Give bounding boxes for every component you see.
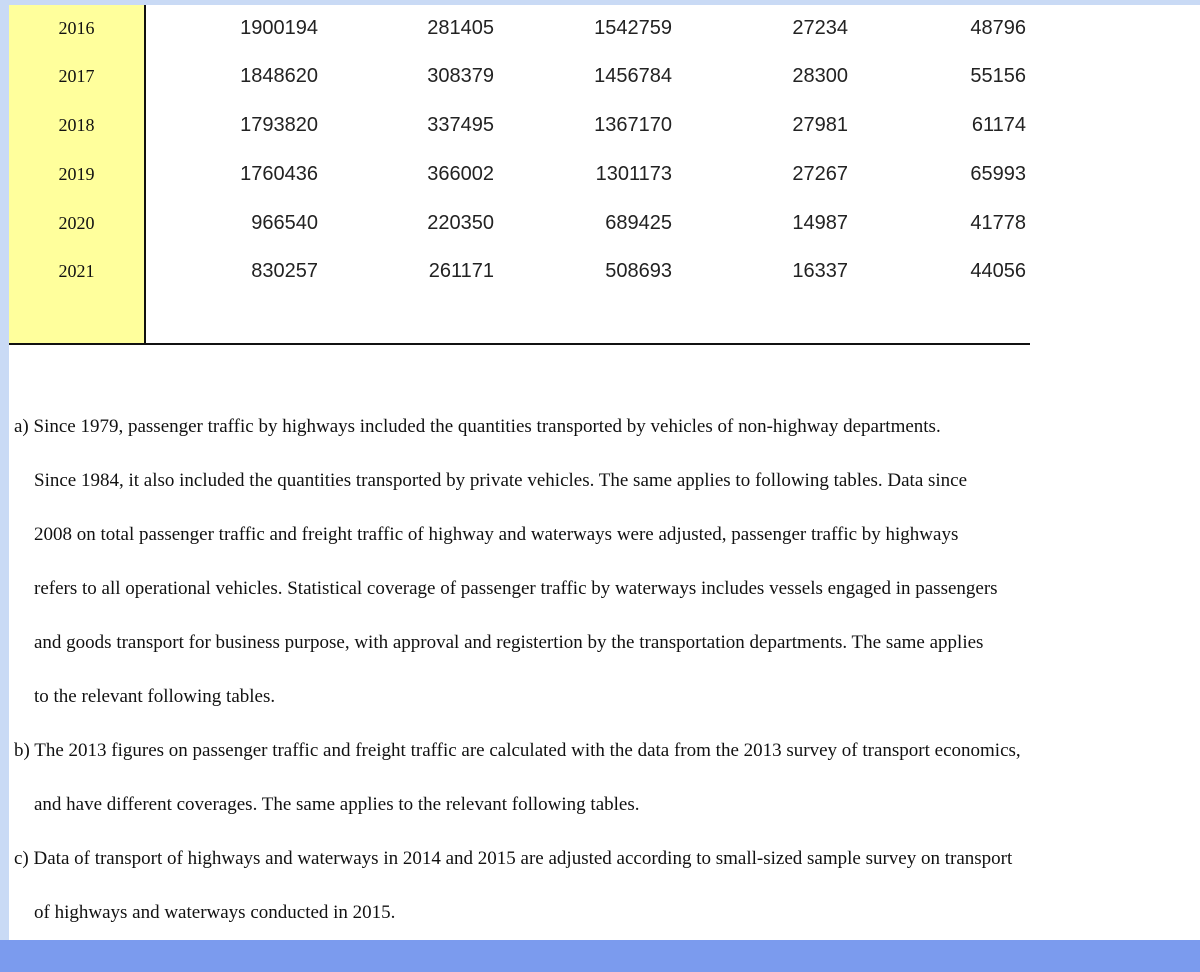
note-line: and have different coverages. The same applies to the relevant following tables. xyxy=(34,794,640,815)
value-cell: 14987 xyxy=(792,212,848,234)
value-cell: 48796 xyxy=(970,17,1026,39)
value-cell: 308379 xyxy=(427,65,494,87)
value-cell: 1301173 xyxy=(595,163,672,185)
value-cell: 61174 xyxy=(971,114,1026,136)
bottom-border xyxy=(0,940,1200,972)
year-cell: 2018 xyxy=(58,115,95,135)
note-line: a) Since 1979, passenger traffic by highways included the quantities transported by vehicles of non-highway departments. xyxy=(14,416,941,437)
table-row xyxy=(0,256,1040,286)
value-cell: 1760436 xyxy=(240,163,318,185)
note-line: 2008 on total passenger traffic and freight traffic of highway and waterways were adjusted, passenger traffic by highways xyxy=(34,524,959,545)
note-line: to the relevant following tables. xyxy=(34,686,276,707)
value-cell: 1793820 xyxy=(240,114,318,136)
value-cell: 1900194 xyxy=(240,17,318,39)
year-cell: 2019 xyxy=(58,164,95,184)
value-cell: 1542759 xyxy=(594,17,672,39)
year-cell: 2017 xyxy=(58,66,95,86)
table-row xyxy=(0,110,1040,140)
year-cell: 2021 xyxy=(58,261,95,281)
value-cell: 966540 xyxy=(251,212,318,234)
value-cell: 27234 xyxy=(792,17,848,39)
value-cell: 1456784 xyxy=(594,65,672,87)
year-cell: 2016 xyxy=(58,18,95,38)
table-row xyxy=(0,159,1040,189)
value-cell: 366002 xyxy=(427,163,494,185)
value-cell: 27267 xyxy=(792,163,848,185)
value-cell: 1367170 xyxy=(594,114,672,136)
note-line: Since 1984, it also included the quantities transported by private vehicles. The same applies to following tables. Data since xyxy=(34,470,968,491)
value-cell: 1848620 xyxy=(240,65,318,87)
value-cell: 830257 xyxy=(251,260,318,282)
year-cell: 2020 xyxy=(58,213,95,233)
table-row xyxy=(0,208,1040,238)
value-cell: 44056 xyxy=(970,260,1026,282)
table-row xyxy=(0,61,1040,91)
value-cell: 281405 xyxy=(427,17,494,39)
note-line: c) Data of transport of highways and waterways in 2014 and 2015 are adjusted according to small-sized sample survey on transport xyxy=(14,848,1013,869)
value-cell: 689425 xyxy=(605,212,672,234)
note-line: of highways and waterways conducted in 2015. xyxy=(34,902,396,923)
value-cell: 28300 xyxy=(792,65,848,87)
value-cell: 16337 xyxy=(792,260,848,282)
left-border xyxy=(0,0,9,940)
note-line: b) The 2013 figures on passenger traffic and freight traffic are calculated with the data from the 2013 survey of transport economics, xyxy=(14,740,1021,761)
value-cell: 65993 xyxy=(970,163,1026,185)
table-row xyxy=(0,13,1040,43)
value-cell: 27981 xyxy=(792,114,848,136)
value-cell: 261171 xyxy=(428,260,494,282)
value-cell: 508693 xyxy=(605,260,672,282)
note-line: and goods transport for business purpose, with approval and registertion by the transportation departments. The same applies xyxy=(34,632,984,653)
value-cell: 55156 xyxy=(970,65,1026,87)
note-line: refers to all operational vehicles. Statistical coverage of passenger traffic by waterways includes vessels engaged in passengers xyxy=(34,578,998,599)
top-border xyxy=(0,0,1200,5)
table-bottom-rule xyxy=(9,343,1030,345)
value-cell: 41778 xyxy=(970,212,1026,234)
value-cell: 337495 xyxy=(427,114,494,136)
value-cell: 220350 xyxy=(427,212,494,234)
